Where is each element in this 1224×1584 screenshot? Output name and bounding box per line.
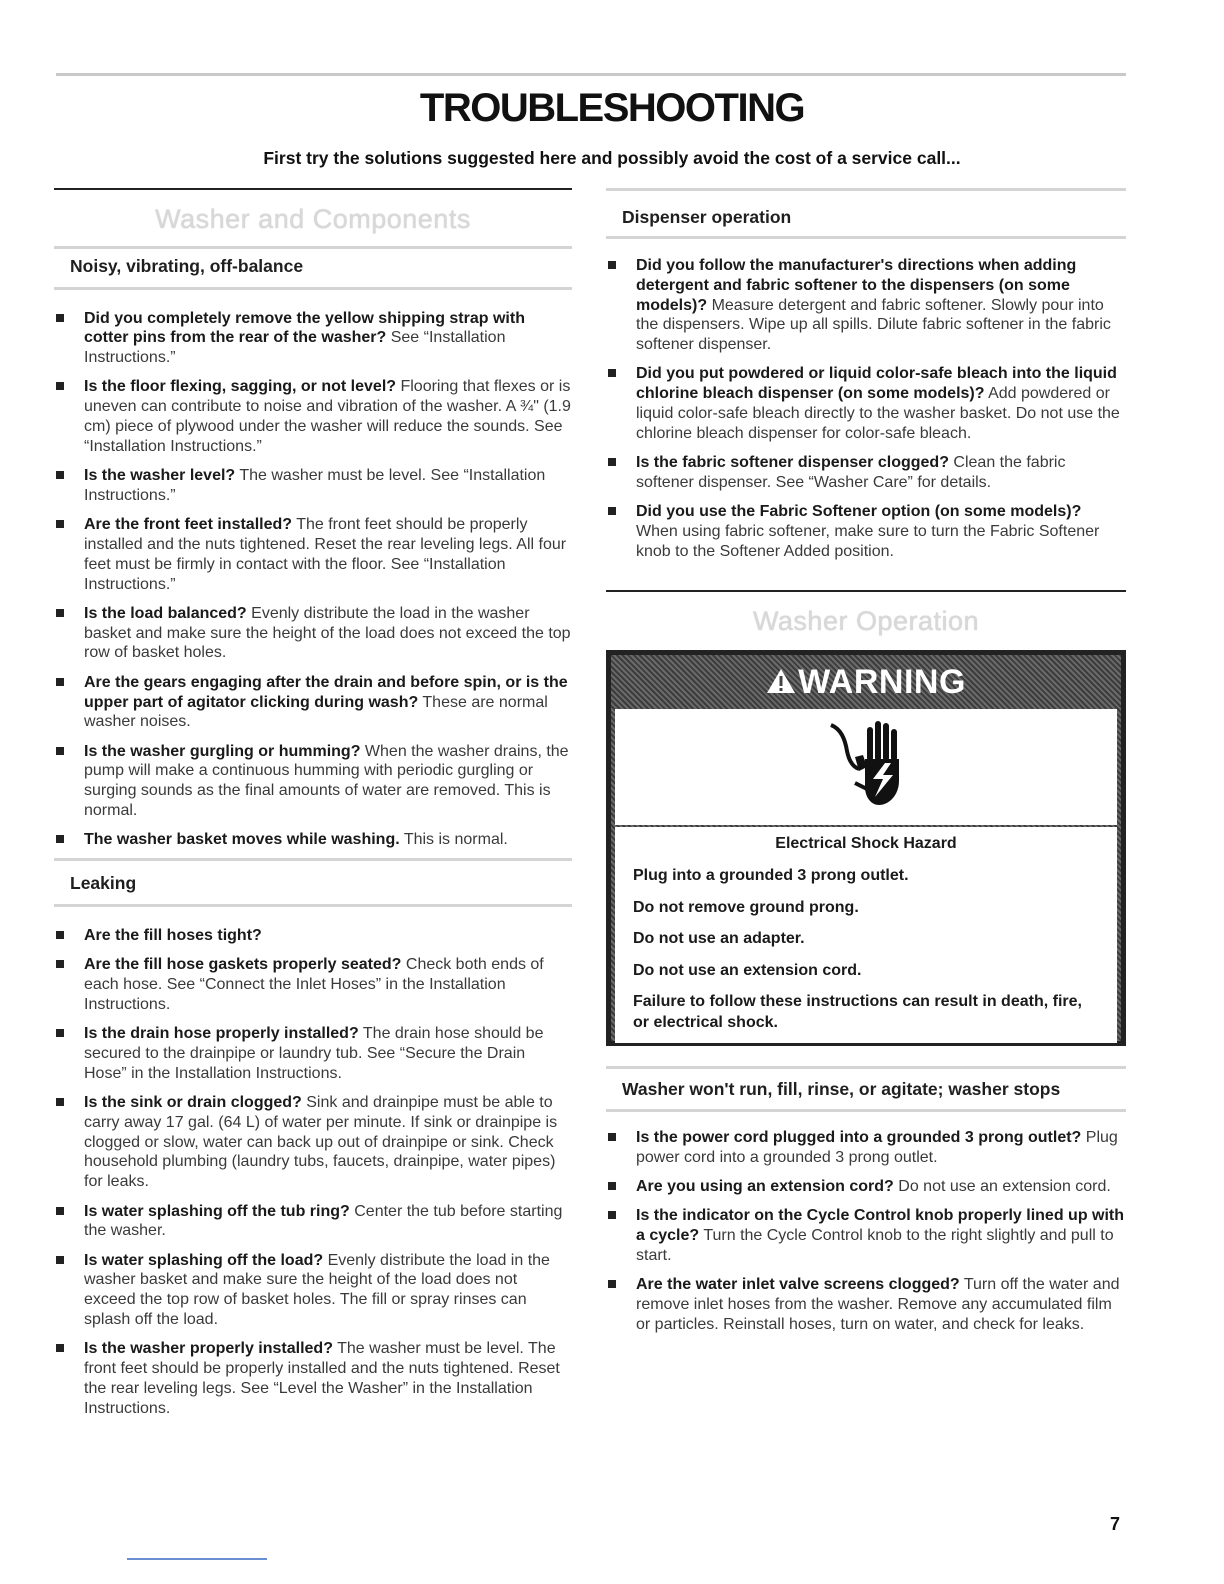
dispenser-list xyxy=(606,256,1126,562)
left-column-leaking xyxy=(54,858,572,1428)
leaking-list xyxy=(54,926,572,1419)
bullet-icon xyxy=(56,678,64,686)
question-text: Are the fill hoses tight? xyxy=(84,927,262,944)
noisy-list xyxy=(54,309,572,851)
bullet-icon xyxy=(56,609,64,617)
question-text: Is water splashing off the load? xyxy=(84,1251,324,1269)
answer-text: Flooring that flexes or is uneven can contribute to noise and vibration of the washer. A ¾" (1.9 cm) piece of plywood under the washer will reduce the sounds. See “Installation Instructions.” xyxy=(84,378,571,455)
list-item xyxy=(54,1251,572,1330)
answer-text: The drain hose should be secured to the drainpipe or laundry tub. See “Secure the Drain Hose” in the Installation Instructions. xyxy=(84,1025,544,1082)
answer-text: Add powdered or liquid color-safe bleach directly to the washer basket. Do not use the chlorine bleach dispenser for color-safe bleach. xyxy=(636,385,1120,442)
answer-text: Turn off the water and remove inlet hoses from the washer. Remove any accumulated film or particles. Reinstall hoses, turn on water, and check for leaks. xyxy=(636,1276,1120,1333)
subhead-dispenser: Dispenser operation xyxy=(622,207,792,227)
answer-text: Clean the fabric softener dispenser. See “Washer Care” for details. xyxy=(636,454,1066,491)
bullet-icon xyxy=(56,960,64,968)
bullet-icon xyxy=(56,1207,64,1215)
warning-line: Do not use an adapter. xyxy=(633,930,805,947)
warning-box xyxy=(606,650,1126,1046)
right-section-wont-run xyxy=(606,1066,1126,1344)
list-item xyxy=(54,955,572,1014)
answer-text: Measure detergent and fabric softener. Slowly pour into the dispensers. Wipe up all spills. Dilute fabric softener in the fabric softener dispenser. xyxy=(636,296,1111,354)
subhead-rule xyxy=(606,1109,1126,1112)
bullet-icon xyxy=(56,314,64,322)
answer-text: Plug power cord into a grounded 3 prong outlet. xyxy=(636,1129,1118,1166)
footer-link-underline xyxy=(127,1558,267,1560)
answer-text: When using fabric softener, make sure to turn the Fabric Softener knob to the Softener Added position. xyxy=(636,523,1100,560)
section-title-components: Washer and Components xyxy=(155,203,471,234)
bullet-icon xyxy=(608,1280,616,1288)
question-text: Did you follow the manufacturer's directions when adding detergent and fabric softener to the dispensers (on some models)? xyxy=(636,257,1077,314)
wont-run-list xyxy=(606,1128,1126,1335)
bullet-icon xyxy=(608,1133,616,1141)
warning-hazard-title: Electrical Shock Hazard xyxy=(775,835,957,852)
answer-text: This is normal. xyxy=(399,831,508,849)
list-item xyxy=(606,502,1126,561)
list-item xyxy=(606,453,1126,493)
question-text: Are the water inlet valve screens clogged? xyxy=(636,1276,960,1294)
list-item xyxy=(606,256,1126,355)
warning-line: Do not use an extension cord. xyxy=(633,961,862,979)
list-item xyxy=(606,1206,1126,1265)
left-column xyxy=(54,188,572,860)
list-item xyxy=(54,1202,572,1242)
bullet-icon xyxy=(56,931,64,939)
question-text: Is water splashing off the tub ring? xyxy=(84,1202,350,1220)
list-item xyxy=(606,1177,1126,1197)
question-text: Is the power cord plugged into a grounded 3 prong outlet? xyxy=(636,1129,1082,1146)
subhead-rule xyxy=(54,858,572,861)
list-item xyxy=(54,466,572,506)
bullet-icon xyxy=(608,1182,616,1190)
answer-text: The front feet should be properly installed and the nuts tightened. Reset the rear leveling legs. All four feet must be firmly in contact with the floor. See “Installation Instructions.” xyxy=(84,516,567,593)
question-text: Are the gears engaging after the drain and before spin, or is the upper part of agitator clicking during wash? xyxy=(84,673,568,711)
section-rule xyxy=(54,188,572,190)
subhead-wont-run: Washer won't run, fill, rinse, or agitate; washer stops xyxy=(622,1079,1061,1099)
list-item xyxy=(606,1275,1126,1334)
question-text: Is the washer gurgling or humming? xyxy=(84,742,361,760)
section-title-operation: Washer Operation xyxy=(752,605,980,636)
page-number: 7 xyxy=(1110,1514,1121,1534)
subhead-rule xyxy=(606,236,1126,239)
warning-header xyxy=(611,655,1121,709)
answer-text: Evenly distribute the load in the washer basket and make sure the height of the load does not exceed the top row of basket holes. xyxy=(84,604,571,662)
list-item xyxy=(54,742,572,821)
top-rule xyxy=(56,73,1126,76)
subhead-rule xyxy=(54,246,572,249)
warning-line: Plug into a grounded 3 prong outlet. xyxy=(633,867,909,884)
electrical-shock-icon xyxy=(827,717,907,817)
bullet-icon xyxy=(56,835,64,843)
question-text: Did you completely remove the yellow shipping strap with cotter pins from the rear of the washer? xyxy=(84,309,525,347)
bullet-icon xyxy=(56,1098,64,1106)
question-text: Did you use the Fabric Softener option (on some models)? xyxy=(636,503,1082,521)
question-text: Is the washer properly installed? xyxy=(84,1340,333,1358)
answer-text: Do not use an extension cord. xyxy=(893,1178,1111,1196)
bullet-icon xyxy=(56,382,64,390)
question-text: Are you using an extension cord? xyxy=(636,1178,894,1196)
answer-text: These are normal washer noises. xyxy=(84,693,548,731)
question-text: Is the indicator on the Cycle Control knob properly lined up with a cycle? xyxy=(636,1207,1125,1245)
section-rule xyxy=(606,590,1126,592)
list-item xyxy=(54,830,572,850)
list-item xyxy=(606,364,1126,443)
list-item xyxy=(54,309,572,368)
list-item xyxy=(54,604,572,663)
warning-line: Failure to follow these instructions can result in death, fire, or electrical shock. xyxy=(633,993,1082,1031)
warning-label: WARNING xyxy=(798,663,966,701)
answer-text: The washer must be level. See “Installation Instructions.” xyxy=(84,467,546,504)
question-text: Are the front feet installed? xyxy=(84,516,293,534)
question-text: Did you put powdered or liquid color-safe bleach into the liquid chlorine bleach dispenser (on some models)? xyxy=(636,365,1117,403)
list-item xyxy=(54,377,572,456)
question-text: Are the fill hose gaskets properly seated? xyxy=(84,956,402,974)
list-item xyxy=(54,1093,572,1192)
answer-text: Evenly distribute the load in the washer basket and make sure the height of the load does not exceed the top row of basket holes. The fill or spray rinses can splash off the load. xyxy=(84,1251,550,1329)
answer-text: Check both ends of each hose. See “Connect the Inlet Hoses” in the Installation Instructions. xyxy=(84,956,544,1013)
answer-text: See “Installation Instructions.” xyxy=(84,329,506,367)
bullet-icon xyxy=(608,458,616,466)
warning-triangle-icon xyxy=(766,656,796,682)
answer-text: Turn the Cycle Control knob to the right slightly and pull to start. xyxy=(636,1227,1114,1264)
list-item xyxy=(54,926,572,946)
bullet-icon xyxy=(56,1029,64,1037)
subhead-leaking: Leaking xyxy=(70,873,137,893)
bullet-icon xyxy=(56,747,64,755)
bullet-icon xyxy=(56,1256,64,1264)
question-text: Is the sink or drain clogged? xyxy=(84,1094,302,1112)
subhead-rule xyxy=(606,1066,1126,1069)
answer-text: Center the tub before starting the washer. xyxy=(84,1202,563,1240)
list-item xyxy=(54,515,572,594)
right-column xyxy=(606,188,1126,571)
bullet-icon xyxy=(608,507,616,515)
bullet-icon xyxy=(608,369,616,377)
bullet-icon xyxy=(56,471,64,479)
page-title: TROUBLESHOOTING xyxy=(419,86,805,130)
subhead-rule xyxy=(54,904,572,907)
list-item xyxy=(54,1024,572,1083)
page-subtitle: First try the solutions suggested here and possibly avoid the cost of a service call... xyxy=(263,148,961,168)
question-text: Is the load balanced? xyxy=(84,604,247,622)
bullet-icon xyxy=(56,520,64,528)
question-text: Is the washer level? xyxy=(84,467,236,485)
answer-text: When the washer drains, the pump will make a continuous humming with periodic gurgling or surging sounds as the final amounts of water are removed. This is normal. xyxy=(84,742,569,820)
right-section-operation xyxy=(606,590,1126,637)
question-text: Is the fabric softener dispenser clogged? xyxy=(636,454,949,472)
warning-icon-panel xyxy=(615,709,1117,825)
answer-text: Sink and drainpipe must be able to carry away 17 gal. (64 L) of water per minute. If sink or drainpipe is clogged or slow, water can back up out of drainpipe or sink. Check household plumbing (laundry tubs, faucets, drainpipe, water pipes) for leaks. xyxy=(84,1094,558,1191)
list-item xyxy=(606,1128,1126,1168)
subhead-noisy: Noisy, vibrating, off-balance xyxy=(70,255,304,276)
list-item xyxy=(54,1339,572,1418)
question-text: Is the floor flexing, sagging, or not level? xyxy=(84,378,397,396)
warning-line: Do not remove ground prong. xyxy=(633,898,859,916)
bullet-icon xyxy=(608,1211,616,1219)
subhead-rule xyxy=(54,287,572,290)
warning-text-panel xyxy=(615,827,1117,1043)
question-text: The washer basket moves while washing. xyxy=(84,831,400,849)
bullet-icon xyxy=(56,1344,64,1352)
list-item xyxy=(54,673,572,732)
bullet-icon xyxy=(608,261,616,269)
subhead-rule xyxy=(606,188,1126,191)
question-text: Is the drain hose properly installed? xyxy=(84,1025,359,1043)
answer-text: The washer must be level. The front feet should be properly installed and the nuts tightened. Reset the rear leveling legs. See “Level the Washer” in the Installation Instructions. xyxy=(84,1340,560,1417)
